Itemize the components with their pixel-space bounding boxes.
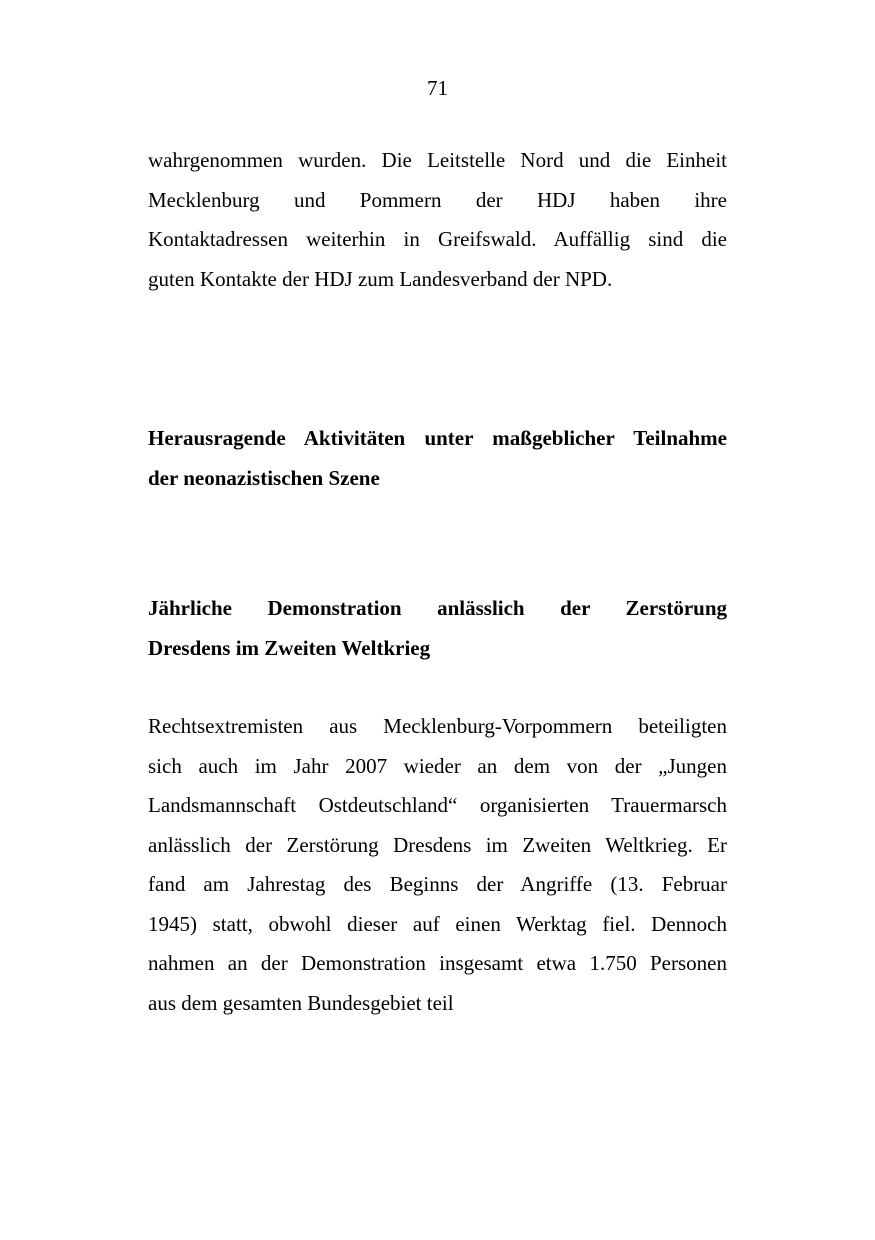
- text-line: guten Kontakte der HDJ zum Landesverband der NPD.: [148, 266, 613, 291]
- section-heading: [148, 419, 727, 498]
- heading-line: Dresdens im Zweiten Weltkrieg: [148, 635, 431, 660]
- paragraph-dresden-demonstration: [148, 707, 727, 1023]
- text-line: wahrgenommen wurden. Die Leitstelle Nord und die Einheit: [148, 148, 727, 172]
- text-line: Rechtsextremisten aus Mecklenburg-Vorpommern beteiligten: [148, 714, 727, 738]
- text-line: aus dem gesamten Bundesgebiet teil: [148, 990, 454, 1015]
- heading-line: Jährliche Demonstration anlässlich der Zerstörung: [148, 596, 727, 620]
- text-line: Landsmannschaft Ostdeutschland“ organisierten Trauermarsch: [148, 793, 727, 817]
- paragraph-hdj-contacts: [148, 141, 727, 299]
- heading-line: der neonazistischen Szene: [148, 465, 380, 490]
- text-line: 1945) statt, obwohl dieser auf einen Werktag fiel. Dennoch: [148, 911, 727, 936]
- text-line: fand am Jahrestag des Beginns der Angriffe (13. Februar: [148, 872, 727, 896]
- text-line: anlässlich der Zerstörung Dresdens im Zweiten Weltkrieg. Er: [148, 832, 727, 857]
- text-line: Mecklenburg und Pommern der HDJ haben ihre: [148, 187, 727, 212]
- subsection-heading: [148, 589, 727, 668]
- heading-line: Herausragende Aktivitäten unter maßgeblicher Teilnahme: [148, 426, 727, 450]
- text-line: Kontaktadressen weiterhin in Greifswald. Auffällig sind die: [148, 227, 727, 251]
- text-line: nahmen an der Demonstration insgesamt etwa 1.750 Personen: [148, 951, 727, 975]
- page-number: 71: [427, 76, 448, 100]
- text-line: sich auch im Jahr 2007 wieder an dem von der „Jungen: [148, 753, 727, 778]
